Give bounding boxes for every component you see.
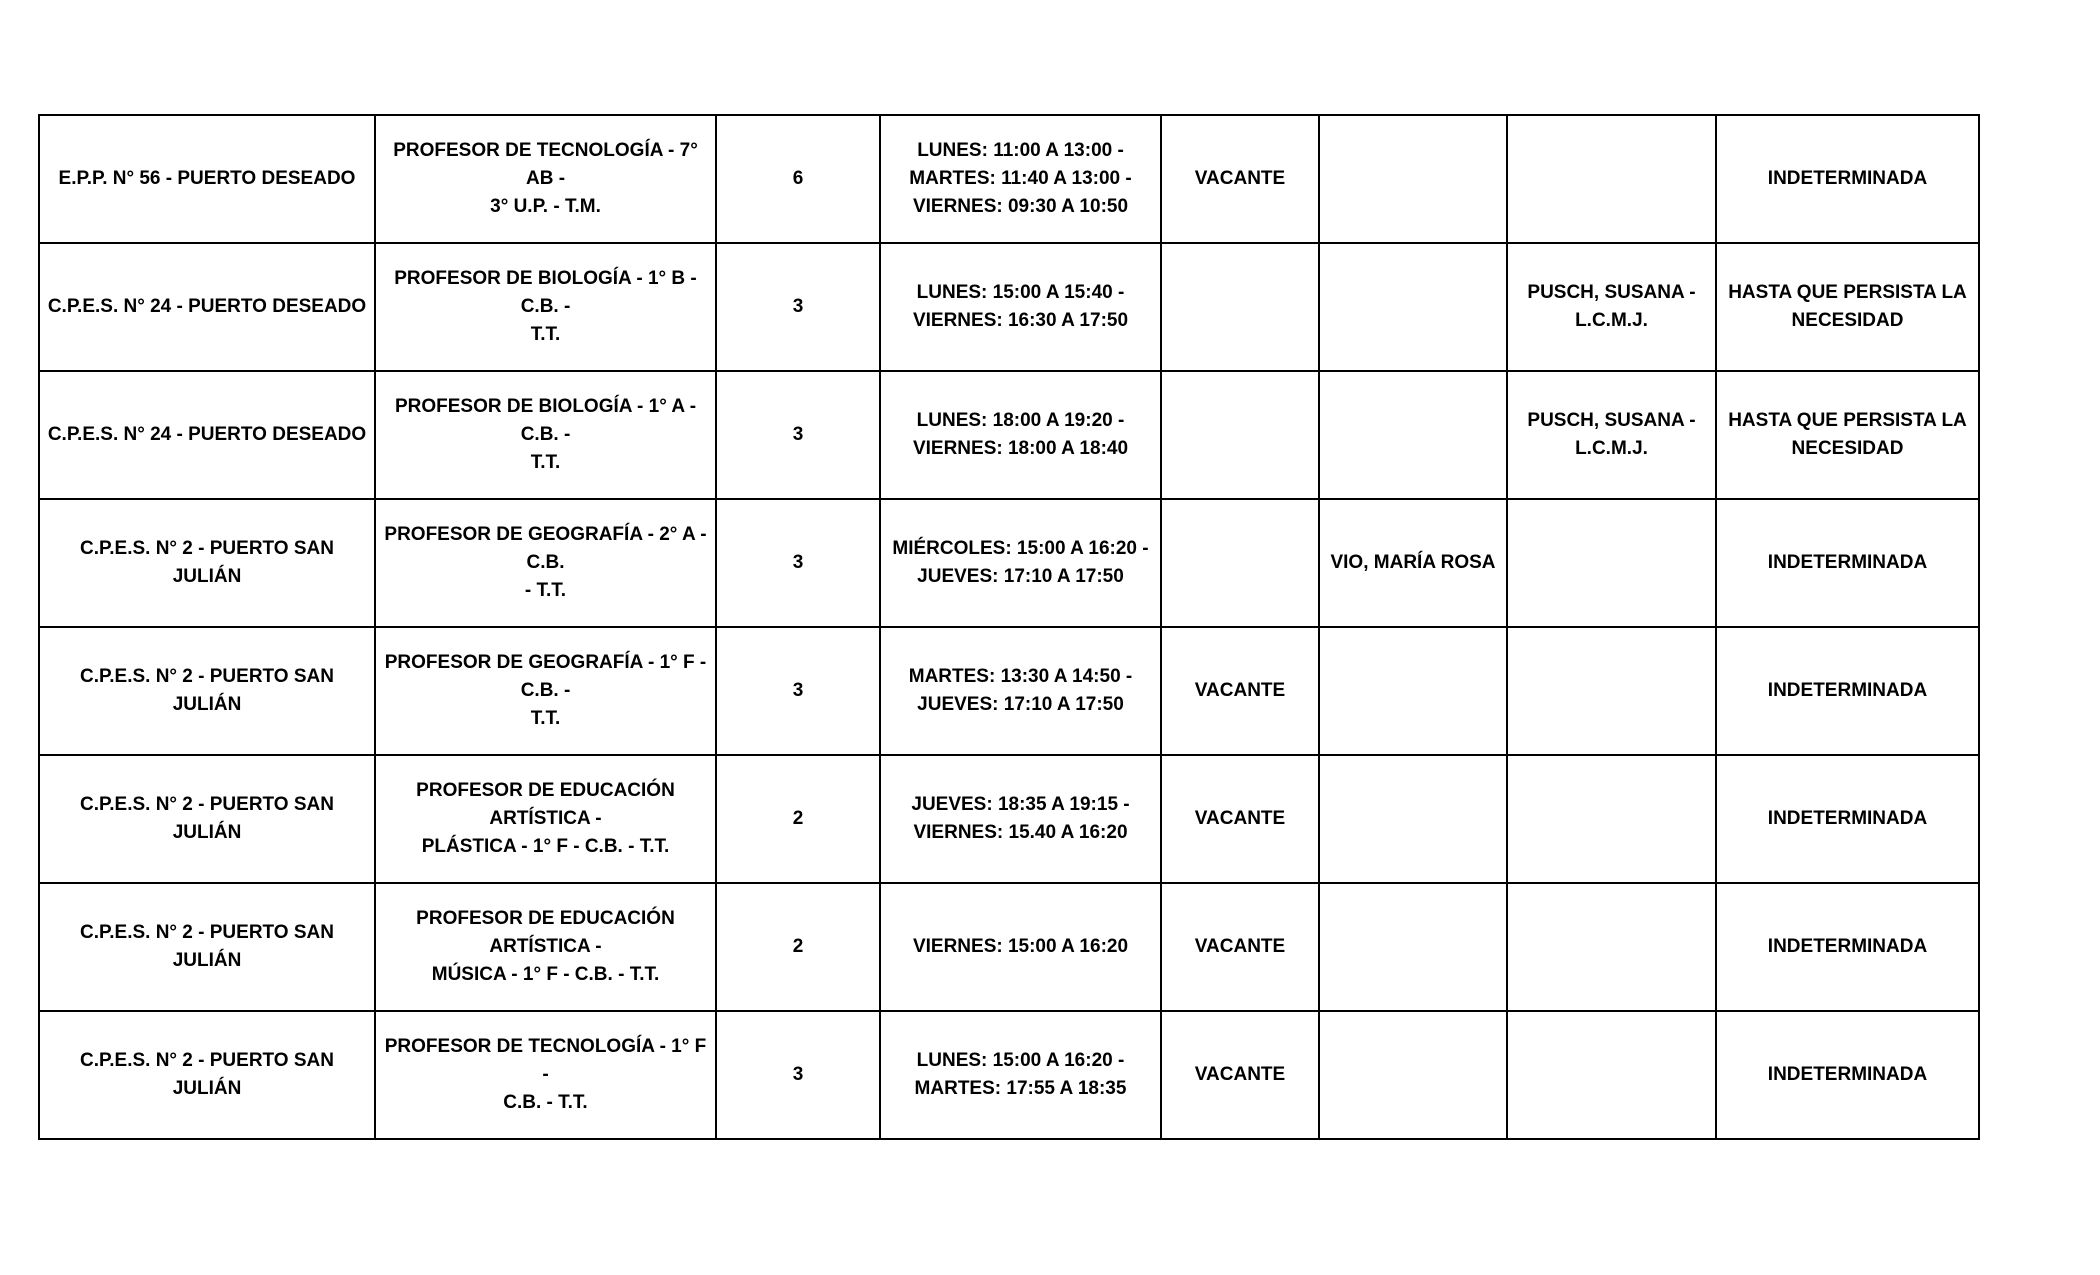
status-cell-text: VACANTE: [1194, 808, 1286, 829]
school-cell-text: C.P.E.S. N° 24 - PUERTO DESEADO: [47, 296, 367, 317]
status-cell: [1161, 1011, 1319, 1139]
status-cell: [1161, 371, 1319, 499]
replaced-teacher-cell: [1507, 1011, 1716, 1139]
status-cell: [1161, 883, 1319, 1011]
school-cell-text: C.P.E.S. N° 2 - PUERTO SAN JULIÁN: [80, 1050, 334, 1099]
duration-cell: [1716, 755, 1979, 883]
holder-cell: [1319, 115, 1507, 243]
status-cell: [1161, 499, 1319, 627]
duration-cell-text: INDETERMINADA: [1767, 680, 1928, 701]
status-cell-text: VACANTE: [1194, 936, 1286, 957]
position-cell-text: PROFESOR DE TECNOLOGÍA - 1° F - C.B. - T.T.: [384, 1036, 707, 1113]
schedule-cell-text: JUEVES: 18:35 A 19:15 - VIERNES: 15.40 A 16:20: [911, 794, 1130, 843]
school-cell-text: C.P.E.S. N° 2 - PUERTO SAN JULIÁN: [80, 666, 334, 715]
replaced-teacher-cell-text: PUSCH, SUSANA - L.C.M.J.: [1527, 410, 1696, 459]
schedule-cell-text: VIERNES: 15:00 A 16:20: [912, 936, 1129, 957]
status-cell-text: VACANTE: [1194, 168, 1286, 189]
replaced-teacher-cell: [1507, 627, 1716, 755]
hours-cell-text: 2: [792, 808, 804, 829]
position-cell-text: PROFESOR DE BIOLOGÍA - 1° A - C.B. - T.T.: [394, 396, 697, 473]
holder-cell-text: VIO, MARÍA ROSA: [1330, 552, 1496, 573]
replaced-teacher-cell: [1507, 755, 1716, 883]
table-row: [39, 755, 1979, 883]
duration-cell: [1716, 883, 1979, 1011]
holder-cell: [1319, 243, 1507, 371]
duration-cell-text: INDETERMINADA: [1767, 1064, 1928, 1085]
position-cell: [375, 883, 716, 1011]
position-cell: [375, 627, 716, 755]
schedule-cell-text: MIÉRCOLES: 15:00 A 16:20 - JUEVES: 17:10 A 17:50: [892, 538, 1149, 587]
position-cell-text: PROFESOR DE EDUCACIÓN ARTÍSTICA - MÚSICA - 1° F - C.B. - T.T.: [416, 908, 675, 985]
school-cell: [39, 1011, 375, 1139]
status-cell-text: VACANTE: [1194, 680, 1286, 701]
hours-cell-text: 3: [792, 552, 804, 573]
holder-cell: [1319, 371, 1507, 499]
holder-cell: [1319, 499, 1507, 627]
hours-cell: [716, 499, 880, 627]
holder-cell: [1319, 755, 1507, 883]
table-row: [39, 371, 1979, 499]
replaced-teacher-cell: [1507, 883, 1716, 1011]
table-row: [39, 627, 1979, 755]
position-cell: [375, 1011, 716, 1139]
duration-cell: [1716, 371, 1979, 499]
duration-cell: [1716, 243, 1979, 371]
schedule-cell-text: LUNES: 15:00 A 16:20 - MARTES: 17:55 A 18:35: [914, 1050, 1127, 1099]
table-row: [39, 499, 1979, 627]
schedule-cell: [880, 1011, 1161, 1139]
position-cell: [375, 499, 716, 627]
hours-cell-text: 3: [792, 296, 804, 317]
school-cell: [39, 755, 375, 883]
position-cell-text: PROFESOR DE TECNOLOGÍA - 7° AB - 3° U.P. - T.M.: [393, 140, 698, 217]
hours-cell-text: 2: [792, 936, 804, 957]
schedule-cell-text: LUNES: 15:00 A 15:40 - VIERNES: 16:30 A 17:50: [912, 282, 1129, 331]
position-cell: [375, 115, 716, 243]
duration-cell-text: HASTA QUE PERSISTA LA NECESIDAD: [1728, 410, 1967, 459]
replaced-teacher-cell: [1507, 499, 1716, 627]
duration-cell: [1716, 1011, 1979, 1139]
schedule-cell-text: MARTES: 13:30 A 14:50 - JUEVES: 17:10 A 17:50: [908, 666, 1133, 715]
replaced-teacher-cell: [1507, 115, 1716, 243]
duration-cell-text: INDETERMINADA: [1767, 552, 1928, 573]
schedule-cell: [880, 115, 1161, 243]
school-cell: [39, 243, 375, 371]
position-cell-text: PROFESOR DE GEOGRAFÍA - 1° F - C.B. - T.T.: [384, 652, 707, 729]
table-row: [39, 243, 1979, 371]
hours-cell: [716, 883, 880, 1011]
hours-cell-text: 6: [792, 168, 804, 189]
hours-cell-text: 3: [792, 680, 804, 701]
duration-cell-text: HASTA QUE PERSISTA LA NECESIDAD: [1728, 282, 1967, 331]
schedule-cell: [880, 755, 1161, 883]
status-cell-text: VACANTE: [1194, 1064, 1286, 1085]
status-cell: [1161, 115, 1319, 243]
table-row: [39, 1011, 1979, 1139]
schedule-cell-text: LUNES: 18:00 A 19:20 - VIERNES: 18:00 A 18:40: [912, 410, 1129, 459]
school-cell: [39, 371, 375, 499]
replaced-teacher-cell: [1507, 243, 1716, 371]
hours-cell: [716, 115, 880, 243]
replaced-teacher-cell-text: PUSCH, SUSANA - L.C.M.J.: [1527, 282, 1696, 331]
schedule-cell: [880, 371, 1161, 499]
duration-cell-text: INDETERMINADA: [1767, 808, 1928, 829]
school-cell: [39, 499, 375, 627]
status-cell: [1161, 755, 1319, 883]
school-cell-text: E.P.P. N° 56 - PUERTO DESEADO: [58, 168, 356, 189]
status-cell: [1161, 627, 1319, 755]
vacancies-table: [38, 114, 1980, 1140]
position-cell: [375, 755, 716, 883]
hours-cell: [716, 243, 880, 371]
hours-cell: [716, 755, 880, 883]
school-cell-text: C.P.E.S. N° 2 - PUERTO SAN JULIÁN: [80, 922, 334, 971]
status-cell: [1161, 243, 1319, 371]
position-cell: [375, 371, 716, 499]
schedule-cell: [880, 627, 1161, 755]
hours-cell-text: 3: [792, 1064, 804, 1085]
school-cell-text: C.P.E.S. N° 2 - PUERTO SAN JULIÁN: [80, 538, 334, 587]
duration-cell: [1716, 115, 1979, 243]
school-cell-text: C.P.E.S. N° 24 - PUERTO DESEADO: [47, 424, 367, 445]
school-cell: [39, 883, 375, 1011]
table-row: [39, 883, 1979, 1011]
position-cell-text: PROFESOR DE EDUCACIÓN ARTÍSTICA - PLÁSTICA - 1° F - C.B. - T.T.: [416, 780, 675, 857]
hours-cell: [716, 1011, 880, 1139]
duration-cell: [1716, 499, 1979, 627]
duration-cell-text: INDETERMINADA: [1767, 936, 1928, 957]
hours-cell: [716, 371, 880, 499]
duration-cell: [1716, 627, 1979, 755]
holder-cell: [1319, 1011, 1507, 1139]
schedule-cell: [880, 243, 1161, 371]
schedule-cell: [880, 499, 1161, 627]
school-cell-text: C.P.E.S. N° 2 - PUERTO SAN JULIÁN: [80, 794, 334, 843]
school-cell: [39, 627, 375, 755]
schedule-cell-text: LUNES: 11:00 A 13:00 - MARTES: 11:40 A 13:00 - VIERNES: 09:30 A 10:50: [909, 140, 1132, 217]
school-cell: [39, 115, 375, 243]
schedule-cell: [880, 883, 1161, 1011]
hours-cell-text: 3: [792, 424, 804, 445]
position-cell-text: PROFESOR DE BIOLOGÍA - 1° B - C.B. - T.T.: [394, 268, 697, 345]
position-cell: [375, 243, 716, 371]
position-cell-text: PROFESOR DE GEOGRAFÍA - 2° A - C.B. - T.T.: [384, 524, 707, 601]
vacancies-sheet: [38, 114, 1980, 1140]
holder-cell: [1319, 627, 1507, 755]
replaced-teacher-cell: [1507, 371, 1716, 499]
table-body: [39, 115, 1979, 1139]
table-row: [39, 115, 1979, 243]
hours-cell: [716, 627, 880, 755]
duration-cell-text: INDETERMINADA: [1767, 168, 1928, 189]
holder-cell: [1319, 883, 1507, 1011]
